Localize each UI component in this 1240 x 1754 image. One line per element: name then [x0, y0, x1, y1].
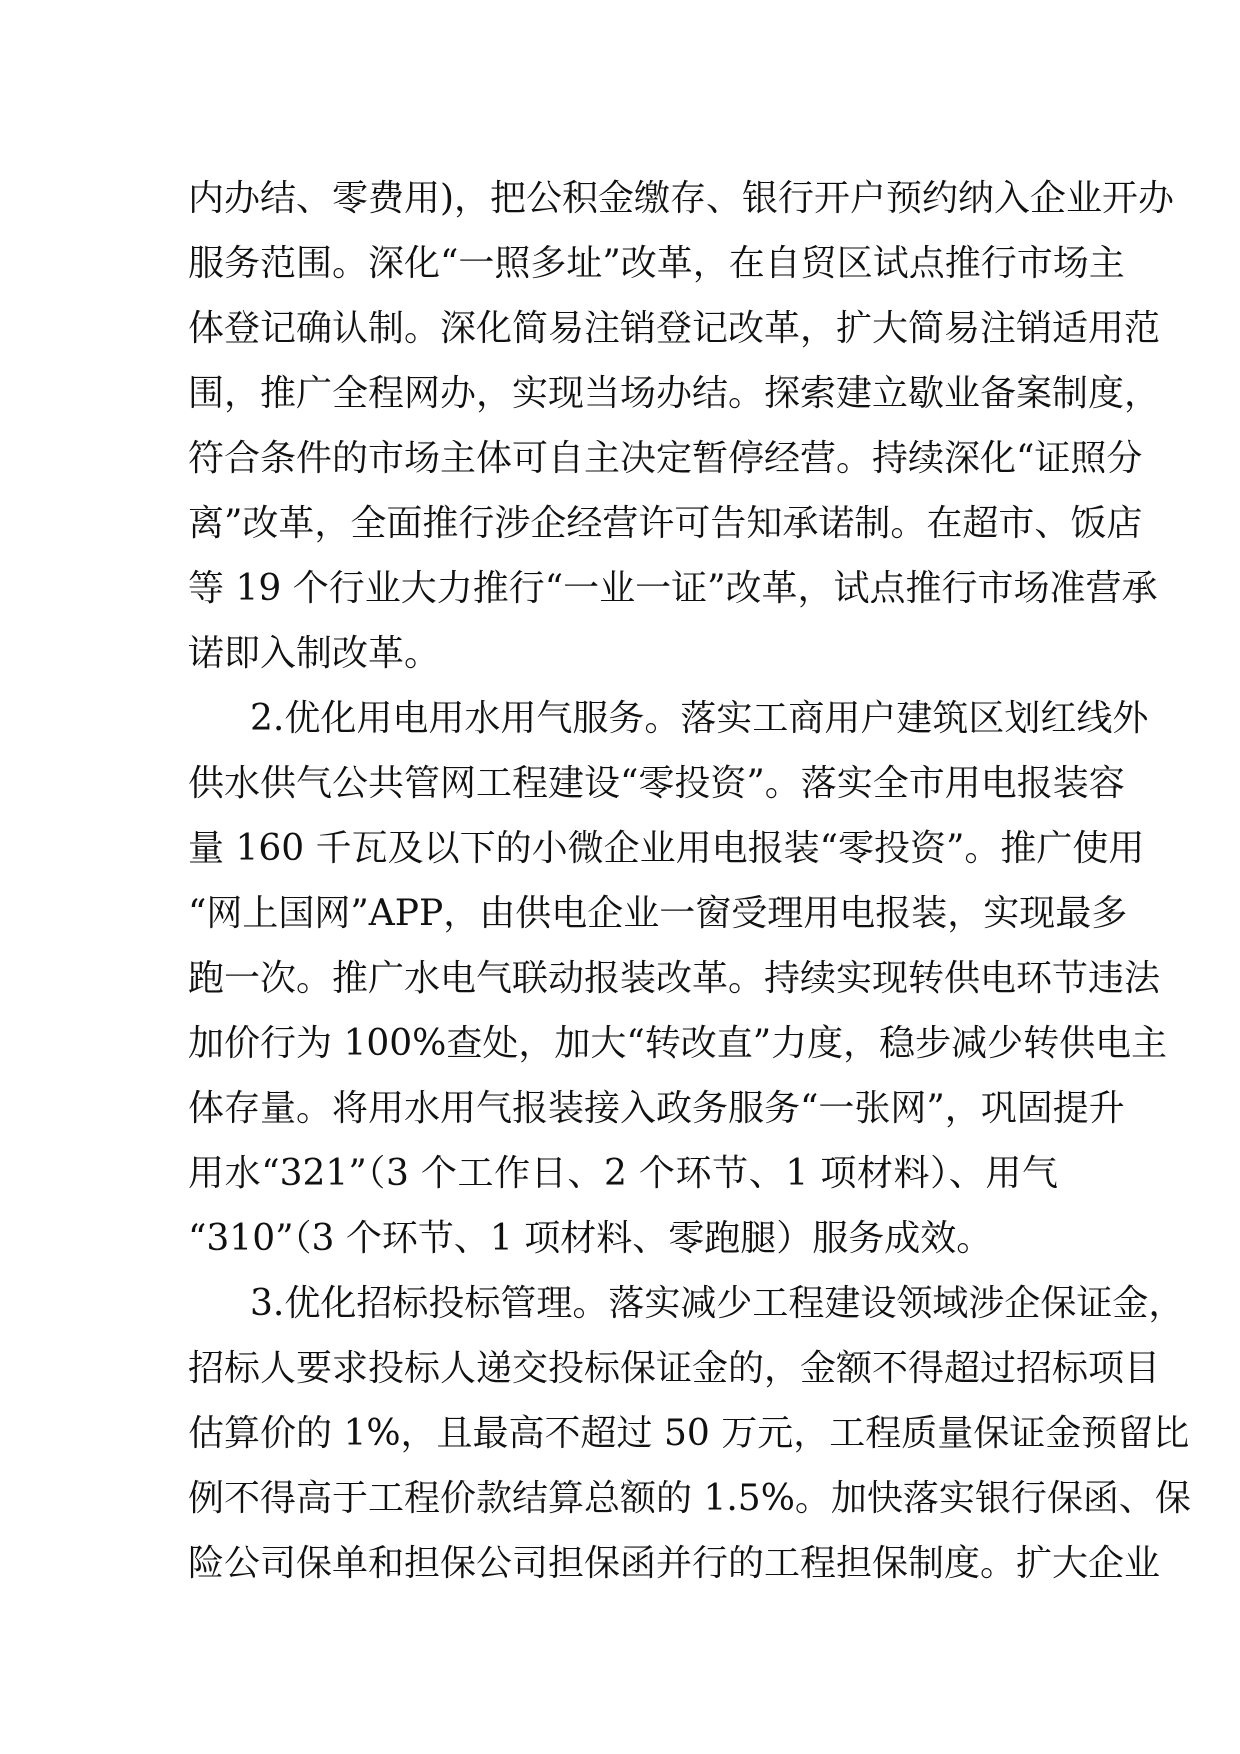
text-line: 量 160 千瓦及以下的小微企业用电报装“零投资”。推广使用	[188, 828, 1145, 869]
text-line: 险公司保单和担保公司担保函并行的工程担保制度。扩大企业	[188, 1543, 1161, 1584]
text-line: 符合条件的市场主体可自主决定暂停经营。持续深化“证照分	[188, 438, 1143, 479]
text-line: 内办结、零费用)，把公积金缴存、银行开户预约纳入企业开办	[188, 178, 1175, 219]
text-line: 2.优化用电用水用气服务。落实工商用户建筑区划红线外	[250, 698, 1149, 739]
text-line: 3.优化招标投标管理。落实减少工程建设领域涉企保证金，	[250, 1283, 1185, 1324]
text-line: 例不得高于工程价款结算总额的 1.5%。加快落实银行保函、保	[188, 1478, 1191, 1519]
text-line: 围，推广全程网办，实现当场办结。探索建立歇业备案制度，	[188, 373, 1161, 414]
text-line: 等 19 个行业大力推行“一业一证”改革，试点推行市场准营承	[188, 568, 1158, 609]
text-line: 供水供气公共管网工程建设“零投资”。落实全市用电报装容	[188, 763, 1125, 804]
text-line: 体登记确认制。深化简易注销登记改革，扩大简易注销适用范	[188, 308, 1161, 349]
text-line: 加价行为 100%查处，加大“转改直”力度，稳步减少转供电主	[188, 1023, 1168, 1064]
text-line: “网上国网”APP，由供电企业一窗受理用电报装，实现最多	[188, 893, 1128, 934]
text-line: “310”（3 个环节、1 项材料、零跑腿）服务成效。	[188, 1218, 993, 1259]
text-line: 用水“321”（3 个工作日、2 个环节、1 项材料）、用气	[188, 1153, 1058, 1194]
text-line: 估算价的 1%，且最高不超过 50 万元，工程质量保证金预留比	[188, 1413, 1190, 1454]
text-line: 招标人要求投标人递交投标保证金的，金额不得超过招标项目	[188, 1348, 1161, 1389]
text-line: 体存量。将用水用气报装接入政务服务“一张网”，巩固提升	[188, 1088, 1125, 1129]
text-line: 离”改革，全面推行涉企经营许可告知承诺制。在超市、饭店	[188, 503, 1143, 544]
text-line: 诺即入制改革。	[188, 633, 441, 674]
body-text	[188, 166, 1191, 1596]
text-line: 跑一次。推广水电气联动报装改革。持续实现转供电环节违法	[188, 958, 1161, 999]
text-line: 服务范围。深化“一照多址”改革，在自贸区试点推行市场主	[188, 243, 1125, 284]
